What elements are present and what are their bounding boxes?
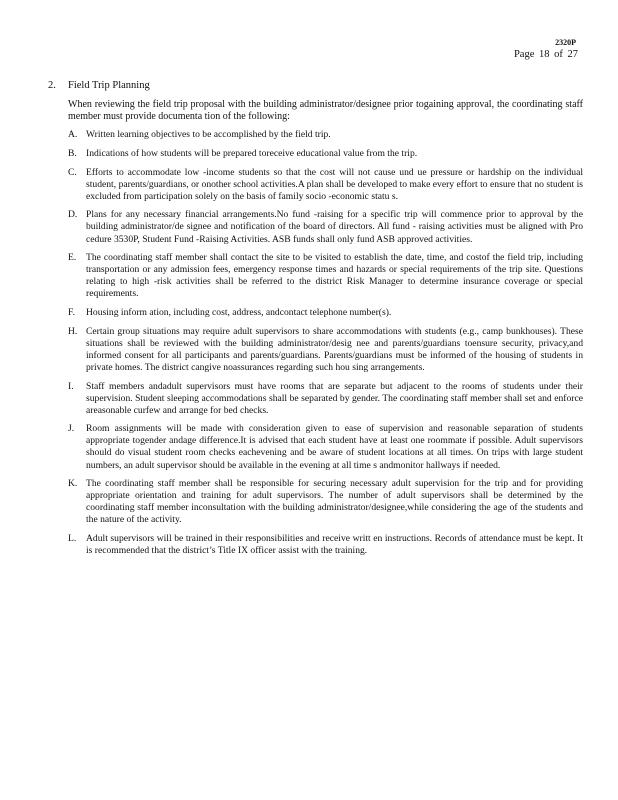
section-heading <box>48 79 583 92</box>
list-item <box>68 478 583 526</box>
list-item-text: Plans for any necessary financial arrangements.No fund -raising for a specific trip will commence prior to approval by the building administrator/de signee and notification of the board of directors. All fund - raising activities must be aligned with Pro cedure 3530P, Student Fund -Raising Activities. ASB funds shall only fund ASB approved activities. <box>86 209 583 245</box>
section-number: 2. <box>48 80 56 91</box>
list-item-letter: K. <box>68 478 78 490</box>
list-item-letter: F. <box>68 307 75 319</box>
list-item <box>68 307 583 319</box>
list-item-text: The coordinating staff member shall be responsible for securing necessary adult supervision for the trip and for providing appropriate orientation and training for adult supervisors. The number of adult supervisors shall be determined by the coordinating staff member inconsultation with the building administrator/designee,while considering the age of the students and the nature of the activity. <box>86 478 583 526</box>
list-item-text: The coordinating staff member shall contact the site to be visited to establish the date, time, and costof the field trip, including transportation or any admission fees, emergency response times and hazards or special requirements of the trip site. Questions relating to high -risk activities shall be referred to the district Risk Manager to determine insurance coverage or special requirements. <box>86 252 583 300</box>
field-trip-planning-section <box>48 79 583 564</box>
list-item-letter: B. <box>68 148 77 159</box>
list-item-text: Staff members andadult supervisors must have rooms that are separate but adjacent to the rooms of students under their supervision. Student sleeping accommodations shall be separated by gender. The coordinating staff member shall set and enforce areasonable curfew and arrange for bed checks. <box>86 380 583 416</box>
list-item-text: Housing inform ation, including cost, address, andcontact telephone number(s). <box>86 307 392 319</box>
list-item-text: Adult supervisors will be trained in their responsibilities and receive writt en instructions. Records of attendance must be kept. It is recommended that the district’s Title IX officer assist with the training. <box>86 533 583 557</box>
list-item <box>68 423 583 471</box>
list-item <box>68 167 583 203</box>
list-item-letter: J. <box>68 423 75 435</box>
list-item <box>68 148 583 160</box>
section-intro: When reviewing the field trip proposal with the building administrator/designee prior togaining approval, the coordinating staff member must provide documenta tion of the following: <box>68 99 583 123</box>
list-item-letter: A. <box>68 129 78 141</box>
page-number: Page 18 of 27 <box>513 49 578 60</box>
list-item-text: Written learning objectives to be accomplished by the field trip. <box>86 129 331 141</box>
list-item-letter: E. <box>68 252 77 264</box>
list-item <box>68 326 583 374</box>
list-item <box>68 129 583 141</box>
document-code: 2320P <box>555 38 576 47</box>
section-title: Field Trip Planning <box>68 80 150 91</box>
list-item-letter: D. <box>68 209 78 221</box>
list-item-letter: L. <box>68 533 77 545</box>
list-item <box>68 252 583 300</box>
list-item-letter: H. <box>68 325 78 337</box>
list-item-letter: I. <box>68 380 74 392</box>
list-item <box>68 533 583 557</box>
list-item-letter: C. <box>68 166 77 178</box>
list-item-text: Room assignments will be made with consideration given to ease of supervision and reasonable separation of students appropriate togender andage difference.It is advised that each student have at least one roommate if possible. Adult supervisors should do visual student room checks eachevening and be aware of student locations at all times. On trips with large student numbers, an adult supervisor should be available in the evening at all time s andmonitor hallways if needed. <box>86 423 583 471</box>
page-header <box>514 38 578 61</box>
list-item-text: Certain group situations may require adult supervisors to share accommodations with students (e.g., camp bunkhouses). These situations shall be reviewed with the building administrator/desig nee and parents/guardians toensure security, privacy,and informed consent for all participants and parents/guardians. Parents/guardians must be informed of the housing of students in private homes. The district cangive noassurances regarding such hou sing arrangements. <box>86 325 583 373</box>
list-item-text: Indications of how students will be prepared toreceive educational value from the trip. <box>86 148 418 159</box>
list-item <box>68 381 583 417</box>
list-item <box>68 209 583 245</box>
requirements-list <box>68 129 583 557</box>
list-item-text: Efforts to accommodate low -income students so that the cost will not cause und ue pressure or hardship on the individual student, parents/guardians, or onother school activities.A plan shall be developed to make every effort to ensure that no student is excluded from participation solely on the basis of family socio -economic statu s. <box>86 166 583 202</box>
